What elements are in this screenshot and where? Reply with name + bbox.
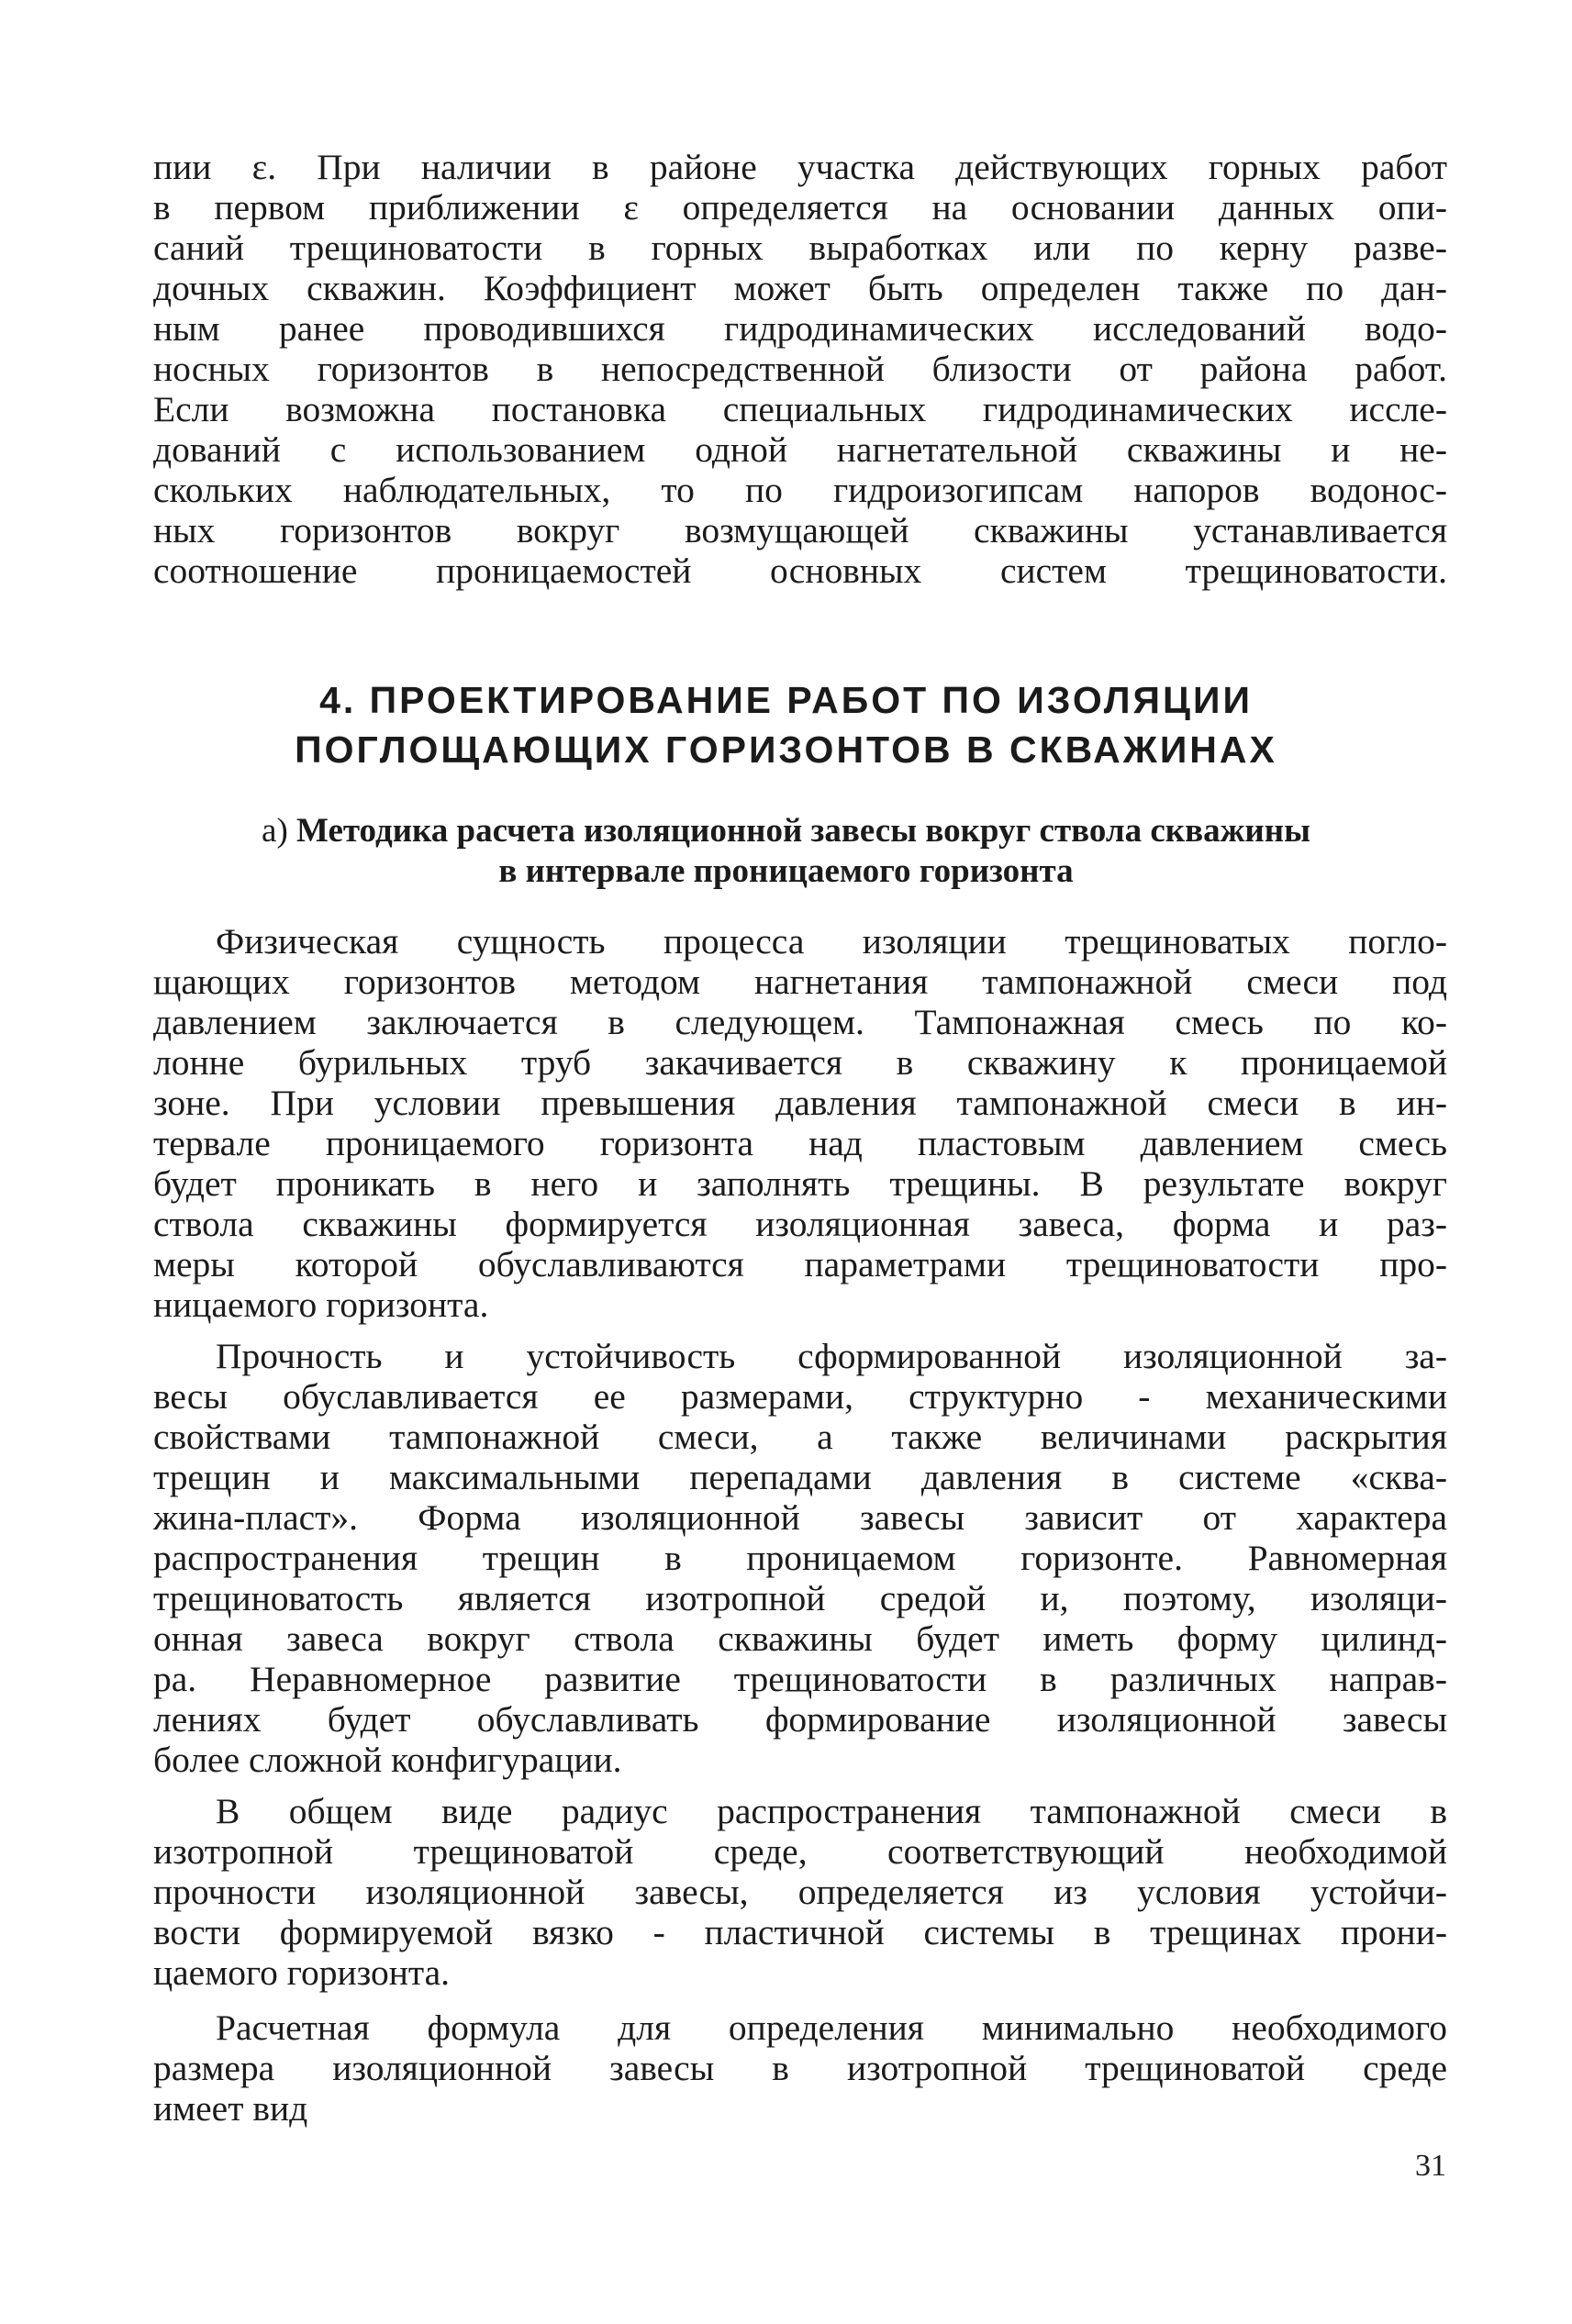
text-line: Прочность и устойчивость сформированной изоляционной за-: [216, 1336, 1447, 1376]
text-line: Физическая сущность процесса изоляции трещиноватых погло-: [216, 921, 1447, 962]
text-line: прочности изоляционной завесы, определяется из условия устойчи-: [153, 1872, 1447, 1912]
text-line: меры которой обуславливаются параметрами трещиноватости про-: [153, 1244, 1447, 1284]
text-line: онная завеса вокруг ствола скважины будет иметь форму цилинд-: [153, 1618, 1447, 1659]
text-line: свойствами тампонажной смеси, а также величинами раскрытия: [153, 1417, 1447, 1457]
text-line: лонне бурильных труб закачивается в скважину к проницаемой: [153, 1042, 1447, 1083]
text-line: жина-пласт». Форма изоляционной завесы зависит от характера: [153, 1497, 1447, 1538]
text-line: размера изоляционной завесы в изотропной трещиноватой среде: [153, 2048, 1447, 2088]
text-line: скольких наблюдательных, то по гидроизогипсам напоров водонос-: [153, 470, 1447, 510]
text-line: имеет вид: [153, 2088, 308, 2129]
text-line: тервале проницаемого горизонта над пластовым давлением смесь: [153, 1123, 1447, 1163]
section-heading-line-1: 4. ПРОЕКТИРОВАНИЕ РАБОТ ПО ИЗОЛЯЦИИ: [319, 679, 1253, 721]
text-line: дований с использованием одной нагнетательной скважины и не-: [153, 429, 1447, 470]
subsection-title-part-1: Методика расчета изоляционной завесы вокруг ствола скважины: [296, 812, 1310, 850]
text-line: дочных скважин. Коэффициент может быть определен также по дан-: [153, 268, 1447, 308]
text-line: зоне. При условии превышения давления тампонажной смеси в ин-: [153, 1083, 1447, 1123]
section-heading-line-2: ПОГЛОЩАЮЩИХ ГОРИЗОНТОВ В СКВАЖИНАХ: [295, 728, 1277, 771]
text-line: более сложной конфигурации.: [153, 1740, 622, 1780]
text-line: лениях будет обуславливать формирование изоляционной завесы: [153, 1699, 1447, 1740]
page-number: 31: [1415, 2149, 1446, 2183]
text-line: давлением заключается в следующем. Тампонажная смесь по ко-: [153, 1002, 1447, 1042]
subsection-heading-line-2: в интервале проницаемого горизонта: [498, 852, 1074, 890]
text-line: ных горизонтов вокруг возмущающей скважины устанавливается: [153, 510, 1447, 550]
text-line: распространения трещин в проницаемом горизонте. Равномерная: [153, 1538, 1447, 1578]
text-line: вости формируемой вязко - пластичной системы в трещинах прони-: [153, 1912, 1447, 1952]
text-line: ницаемого горизонта.: [153, 1284, 489, 1325]
subsection-heading-line-1: [0, 811, 1572, 851]
subsection-prefix: а): [262, 812, 288, 850]
text-line: изотропной трещиноватой среде, соответствующий необходимой: [153, 1831, 1447, 1872]
text-line: весы обуславливается ее размерами, структурно - механическими: [153, 1376, 1447, 1417]
text-line: цаемого горизонта.: [153, 1952, 451, 1993]
text-line: ным ранее проводившихся гидродинамических исследований водо-: [153, 308, 1447, 349]
text-line: в первом приближении ε определяется на основании данных опи-: [153, 187, 1447, 228]
text-line: соотношение проницаемостей основных систем трещиноватости.: [153, 550, 1447, 591]
text-line: саний трещиноватости в горных выработках или по керну разве-: [153, 228, 1447, 268]
text-line: носных горизонтов в непосредственной близости от района работ.: [153, 349, 1447, 389]
text-line: Если возможна постановка специальных гидродинамических иссле-: [153, 389, 1447, 429]
text-line: будет проникать в него и заполнять трещины. В результате вокруг: [153, 1163, 1447, 1204]
text-line: пии ε. При наличии в районе участка действующих горных работ: [153, 147, 1447, 187]
text-line: трещиноватость является изотропной средой и, поэтому, изоляци-: [153, 1578, 1447, 1618]
text-line: трещин и максимальными перепадами давления в системе «сква-: [153, 1457, 1447, 1497]
text-line: щающих горизонтов методом нагнетания тампонажной смеси под: [153, 962, 1447, 1002]
text-line: ра. Неравномерное развитие трещиноватости в различных направ-: [153, 1659, 1447, 1699]
text-line: Расчетная формула для определения минимально необходимого: [216, 2007, 1447, 2048]
text-line: В общем виде радиус распространения тампонажной смеси в: [216, 1791, 1447, 1831]
text-line: ствола скважины формируется изоляционная завеса, форма и раз-: [153, 1204, 1447, 1244]
